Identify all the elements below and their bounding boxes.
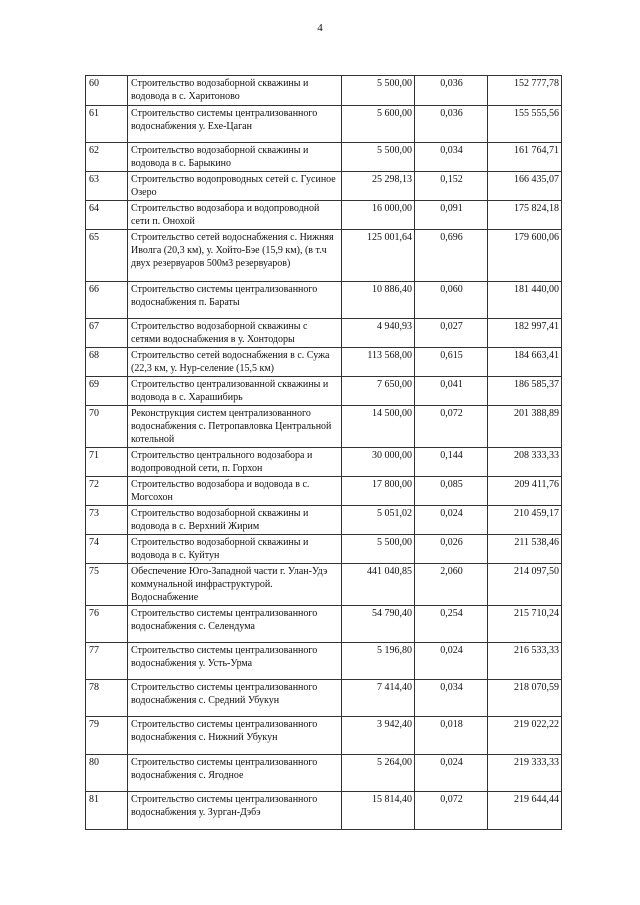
row-cost: 179 600,06 [488, 230, 562, 282]
row-number: 74 [86, 535, 128, 564]
row-cost: 209 411,76 [488, 477, 562, 506]
row-coefficient: 0,254 [415, 606, 488, 643]
table-row [86, 377, 562, 406]
table-row [86, 230, 562, 282]
row-cost: 211 538,46 [488, 535, 562, 564]
table-row [86, 348, 562, 377]
row-amount: 5 500,00 [342, 143, 415, 172]
table-row [86, 792, 562, 830]
row-amount: 3 942,40 [342, 717, 415, 755]
row-number: 71 [86, 448, 128, 477]
row-number: 63 [86, 172, 128, 201]
row-name: Строительство системы централизованного водоснабжения с. Ягодное [128, 755, 342, 792]
row-coefficient: 0,024 [415, 506, 488, 535]
row-number: 65 [86, 230, 128, 282]
table-row [86, 319, 562, 348]
row-number: 75 [86, 564, 128, 606]
row-cost: 186 585,37 [488, 377, 562, 406]
row-amount: 5 500,00 [342, 76, 415, 106]
row-amount: 5 051,02 [342, 506, 415, 535]
row-coefficient: 0,615 [415, 348, 488, 377]
row-coefficient: 0,144 [415, 448, 488, 477]
row-amount: 7 650,00 [342, 377, 415, 406]
table-row [86, 201, 562, 230]
row-name: Строительство централизованной скважины и водовода в с. Харашибирь [128, 377, 342, 406]
row-coefficient: 0,091 [415, 201, 488, 230]
row-cost: 215 710,24 [488, 606, 562, 643]
row-number: 69 [86, 377, 128, 406]
row-name: Строительство системы централизованного водоснабжения с. Нижний Убукун [128, 717, 342, 755]
row-cost: 201 388,89 [488, 406, 562, 448]
table-row [86, 172, 562, 201]
row-amount: 5 196,80 [342, 643, 415, 680]
row-cost: 182 997,41 [488, 319, 562, 348]
row-name: Строительство водозаборной скважины и водовода в с. Харитоново [128, 76, 342, 106]
row-name: Строительство водозаборной скважины и водовода в с. Куйтун [128, 535, 342, 564]
table-row [86, 680, 562, 717]
table-row [86, 717, 562, 755]
table-row [86, 143, 562, 172]
row-number: 80 [86, 755, 128, 792]
row-coefficient: 0,060 [415, 282, 488, 319]
page-number: 4 [317, 22, 323, 34]
row-coefficient: 0,034 [415, 680, 488, 717]
row-cost: 181 440,00 [488, 282, 562, 319]
row-amount: 30 000,00 [342, 448, 415, 477]
row-coefficient: 0,085 [415, 477, 488, 506]
row-amount: 17 800,00 [342, 477, 415, 506]
row-name: Строительство водозабора и водовода в с. Могсохон [128, 477, 342, 506]
row-name: Строительство системы централизованного водоснабжения с. Средний Убукун [128, 680, 342, 717]
row-cost: 166 435,07 [488, 172, 562, 201]
row-cost: 214 097,50 [488, 564, 562, 606]
table-row [86, 755, 562, 792]
row-name: Строительство сетей водоснабжения в с. Сужа (22,3 км, у. Нур-селение (15,5 км) [128, 348, 342, 377]
row-amount: 5 500,00 [342, 535, 415, 564]
row-cost: 216 533,33 [488, 643, 562, 680]
row-cost: 219 022,22 [488, 717, 562, 755]
row-number: 77 [86, 643, 128, 680]
row-number: 76 [86, 606, 128, 643]
row-amount: 14 500,00 [342, 406, 415, 448]
row-number: 72 [86, 477, 128, 506]
row-name: Строительство сетей водоснабжения с. Нижняя Иволга (20,3 км), у. Хойто-Бэе (15,9 км), (в т.ч двух резервуаров 500м3 резервуаров) [128, 230, 342, 282]
row-name: Строительство водозаборной скважины с сетями водоснабжения в у. Хонтодоры [128, 319, 342, 348]
row-cost: 155 555,56 [488, 106, 562, 143]
row-name: Реконструкция систем централизованного водоснабжения с. Петропавловка Центральной котельной [128, 406, 342, 448]
table-body [86, 76, 562, 830]
row-name: Строительство системы централизованного водоснабжения у. Ехе-Цаган [128, 106, 342, 143]
row-coefficient: 0,041 [415, 377, 488, 406]
row-name: Строительство системы централизованного водоснабжения у. Зурган-Дэбэ [128, 792, 342, 830]
row-coefficient: 2,060 [415, 564, 488, 606]
row-coefficient: 0,072 [415, 792, 488, 830]
row-cost: 208 333,33 [488, 448, 562, 477]
row-coefficient: 0,072 [415, 406, 488, 448]
table-row [86, 643, 562, 680]
row-coefficient: 0,024 [415, 755, 488, 792]
row-amount: 5 264,00 [342, 755, 415, 792]
row-coefficient: 0,027 [415, 319, 488, 348]
row-cost: 210 459,17 [488, 506, 562, 535]
table-row [86, 282, 562, 319]
table-row [86, 606, 562, 643]
row-coefficient: 0,026 [415, 535, 488, 564]
row-coefficient: 0,034 [415, 143, 488, 172]
table-row [86, 477, 562, 506]
row-amount: 125 001,64 [342, 230, 415, 282]
row-amount: 7 414,40 [342, 680, 415, 717]
row-name: Обеспечение Юго-Западной части г. Улан-Удэ коммунальной инфраструктурой. Водоснабжение [128, 564, 342, 606]
row-amount: 4 940,93 [342, 319, 415, 348]
table-row [86, 406, 562, 448]
row-coefficient: 0,036 [415, 106, 488, 143]
table-row [86, 506, 562, 535]
row-cost: 152 777,78 [488, 76, 562, 106]
row-coefficient: 0,036 [415, 76, 488, 106]
table-row [86, 106, 562, 143]
row-number: 60 [86, 76, 128, 106]
row-number: 62 [86, 143, 128, 172]
table-row [86, 448, 562, 477]
row-name: Строительство центрального водозабора и водопроводной сети, п. Горхон [128, 448, 342, 477]
row-coefficient: 0,152 [415, 172, 488, 201]
row-coefficient: 0,696 [415, 230, 488, 282]
row-name: Строительство водозаборной скважины и водовода в с. Барыкино [128, 143, 342, 172]
row-cost: 219 644,44 [488, 792, 562, 830]
row-name: Строительство водопроводных сетей с. Гусиное Озеро [128, 172, 342, 201]
row-cost: 161 764,71 [488, 143, 562, 172]
table-row [86, 564, 562, 606]
row-cost: 218 070,59 [488, 680, 562, 717]
row-name: Строительство системы централизованного водоснабжения с. Селендума [128, 606, 342, 643]
row-amount: 25 298,13 [342, 172, 415, 201]
row-name: Строительство системы централизованного водоснабжения п. Бараты [128, 282, 342, 319]
row-amount: 16 000,00 [342, 201, 415, 230]
row-amount: 15 814,40 [342, 792, 415, 830]
row-number: 73 [86, 506, 128, 535]
row-number: 66 [86, 282, 128, 319]
row-coefficient: 0,018 [415, 717, 488, 755]
row-amount: 113 568,00 [342, 348, 415, 377]
row-amount: 5 600,00 [342, 106, 415, 143]
row-name: Строительство водозаборной скважины и водовода в с. Верхний Жирим [128, 506, 342, 535]
row-amount: 441 040,85 [342, 564, 415, 606]
row-number: 67 [86, 319, 128, 348]
table-row [86, 535, 562, 564]
row-number: 64 [86, 201, 128, 230]
row-amount: 10 886,40 [342, 282, 415, 319]
table-row [86, 76, 562, 106]
row-number: 70 [86, 406, 128, 448]
row-cost: 219 333,33 [488, 755, 562, 792]
row-cost: 175 824,18 [488, 201, 562, 230]
row-cost: 184 663,41 [488, 348, 562, 377]
row-number: 68 [86, 348, 128, 377]
row-number: 61 [86, 106, 128, 143]
row-name: Строительство водозабора и водопроводной сети п. Онохой [128, 201, 342, 230]
row-number: 81 [86, 792, 128, 830]
row-amount: 54 790,40 [342, 606, 415, 643]
row-name: Строительство системы централизованного водоснабжения у. Усть-Урма [128, 643, 342, 680]
row-number: 79 [86, 717, 128, 755]
row-number: 78 [86, 680, 128, 717]
data-table [85, 75, 562, 830]
row-coefficient: 0,024 [415, 643, 488, 680]
